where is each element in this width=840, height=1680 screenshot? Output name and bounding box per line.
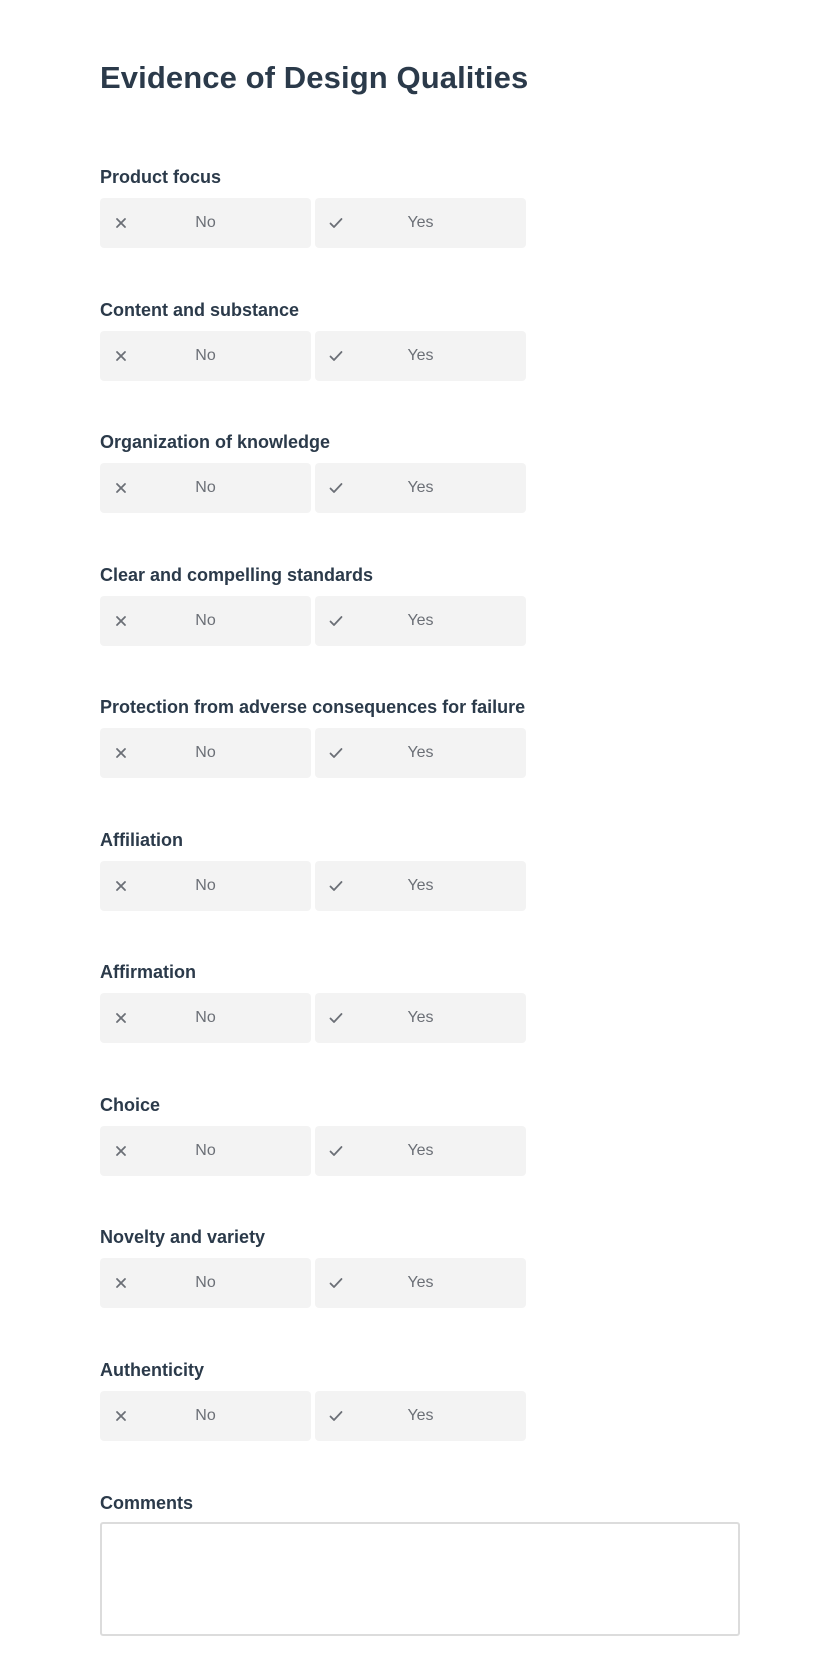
choice-group: [100, 331, 530, 381]
choice-group: [100, 596, 530, 646]
question-label: Authenticity: [100, 1360, 205, 1380]
choice-group: [100, 728, 530, 778]
comments-label: Comments: [100, 1493, 194, 1513]
question-label: Content and substance: [100, 300, 300, 320]
choice-group: [100, 198, 530, 248]
yes-option-label: Yes: [407, 214, 434, 231]
no-option-label: No: [195, 612, 216, 629]
choice-group: [100, 1391, 530, 1441]
question-block: [100, 299, 530, 381]
no-option[interactable]: [100, 331, 311, 381]
question-label: Product focus: [100, 167, 222, 187]
no-option[interactable]: [100, 1126, 311, 1176]
yes-option-label: Yes: [407, 1407, 434, 1424]
question-label: Affirmation: [100, 962, 196, 982]
close-icon: [114, 1276, 128, 1290]
comments-field[interactable]: [100, 1522, 740, 1636]
yes-option[interactable]: [315, 596, 526, 646]
yes-option-label: Yes: [407, 347, 434, 364]
question-label: Novelty and variety: [100, 1227, 266, 1247]
close-icon: [114, 614, 128, 628]
close-icon: [114, 349, 128, 363]
check-icon: [329, 746, 343, 760]
check-icon: [329, 1276, 343, 1290]
no-option[interactable]: [100, 1391, 311, 1441]
check-icon: [329, 1144, 343, 1158]
close-icon: [114, 746, 128, 760]
no-option-label: No: [195, 479, 216, 496]
no-option-label: No: [195, 744, 216, 761]
no-option-label: No: [195, 1009, 216, 1026]
yes-option-label: Yes: [407, 1142, 434, 1159]
yes-option-label: Yes: [407, 612, 434, 629]
close-icon: [114, 1144, 128, 1158]
no-option-label: No: [195, 1274, 216, 1291]
yes-option-label: Yes: [407, 1274, 434, 1291]
no-option-label: No: [195, 214, 216, 231]
yes-option[interactable]: [315, 993, 526, 1043]
no-option-label: No: [195, 877, 216, 894]
question-label: Organization of knowledge: [100, 432, 331, 452]
choice-group: [100, 1126, 530, 1176]
yes-option[interactable]: [315, 1126, 526, 1176]
yes-option-label: Yes: [407, 1009, 434, 1026]
check-icon: [329, 879, 343, 893]
no-option[interactable]: [100, 463, 311, 513]
close-icon: [114, 1011, 128, 1025]
yes-option[interactable]: [315, 1391, 526, 1441]
question-block: [100, 1359, 530, 1441]
page-title: Evidence of Design Qualities: [100, 60, 529, 95]
no-option[interactable]: [100, 993, 311, 1043]
yes-option[interactable]: [315, 728, 526, 778]
choice-group: [100, 861, 530, 911]
question-block: [100, 431, 530, 513]
question-block: [100, 829, 530, 911]
check-icon: [329, 1409, 343, 1423]
no-option-label: No: [195, 1142, 216, 1159]
yes-option-label: Yes: [407, 479, 434, 496]
question-block: [100, 166, 530, 248]
choice-group: [100, 993, 530, 1043]
no-option[interactable]: [100, 596, 311, 646]
no-option[interactable]: [100, 728, 311, 778]
close-icon: [114, 481, 128, 495]
yes-option[interactable]: [315, 331, 526, 381]
no-option-label: No: [195, 1407, 216, 1424]
question-block: [100, 696, 530, 778]
question-label: Affiliation: [100, 830, 183, 850]
question-label: Clear and compelling standards: [100, 565, 374, 585]
no-option[interactable]: [100, 198, 311, 248]
yes-option[interactable]: [315, 198, 526, 248]
no-option[interactable]: [100, 1258, 311, 1308]
close-icon: [114, 216, 128, 230]
question-label: Protection from adverse consequences for failure: [100, 697, 526, 717]
check-icon: [329, 1011, 343, 1025]
question-block: [100, 564, 530, 646]
choice-group: [100, 463, 530, 513]
yes-option-label: Yes: [407, 744, 434, 761]
choice-group: [100, 1258, 530, 1308]
yes-option-label: Yes: [407, 877, 434, 894]
question-label: Choice: [100, 1095, 161, 1115]
no-option[interactable]: [100, 861, 311, 911]
close-icon: [114, 1409, 128, 1423]
comments-section: [100, 1492, 740, 1636]
question-block: [100, 1094, 530, 1176]
question-block: [100, 961, 530, 1043]
yes-option[interactable]: [315, 463, 526, 513]
check-icon: [329, 481, 343, 495]
yes-option[interactable]: [315, 861, 526, 911]
no-option-label: No: [195, 347, 216, 364]
close-icon: [114, 879, 128, 893]
yes-option[interactable]: [315, 1258, 526, 1308]
check-icon: [329, 216, 343, 230]
question-block: [100, 1226, 530, 1308]
check-icon: [329, 614, 343, 628]
check-icon: [329, 349, 343, 363]
